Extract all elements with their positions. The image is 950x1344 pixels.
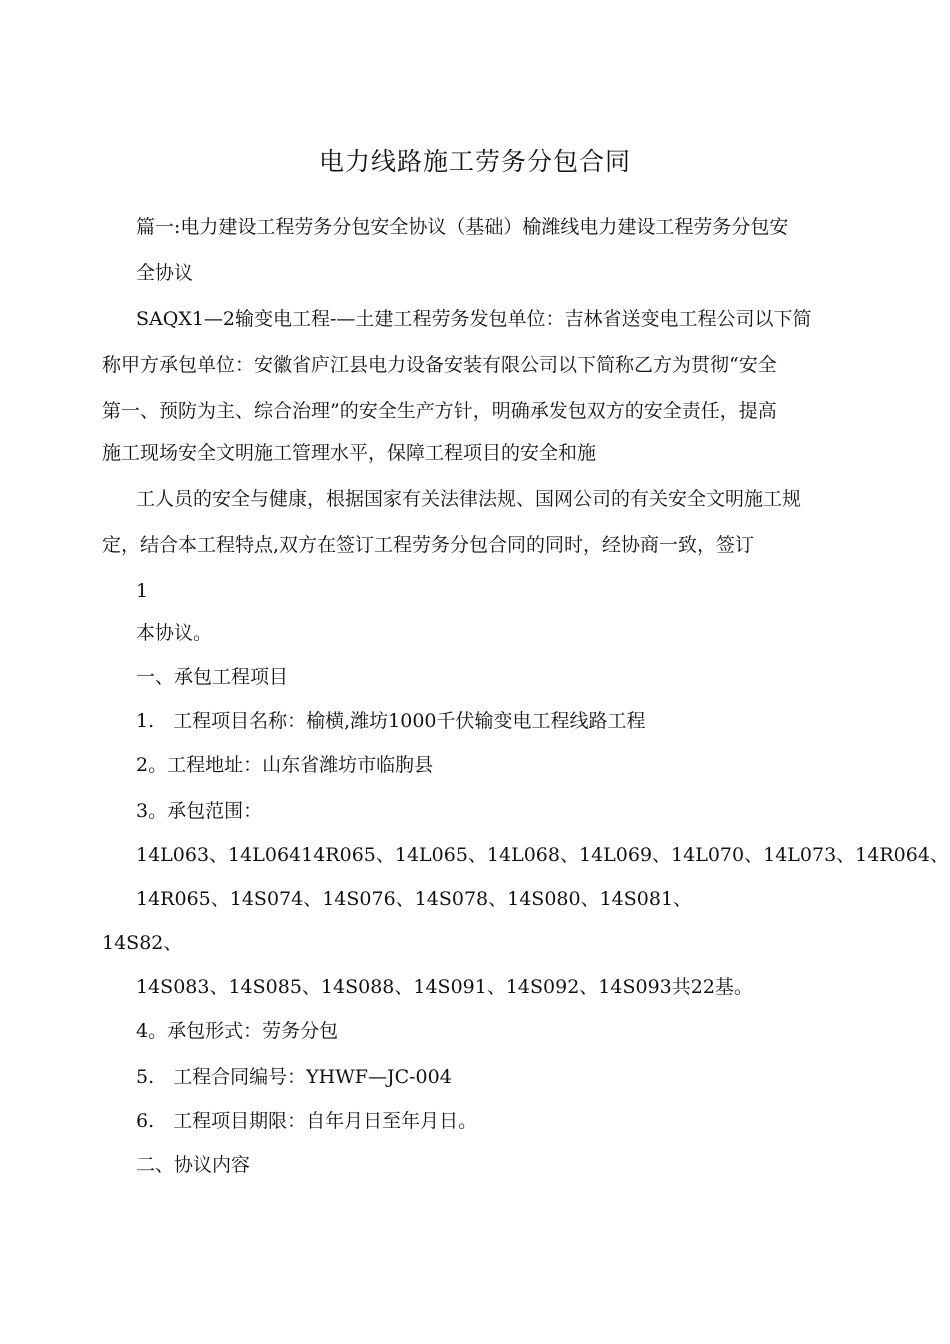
paragraph-line: 14R065、14S074、14S076、14S078、14S080、14S081、 [136, 888, 693, 910]
paragraph-line: 施工现场安全文明施工管理水平，保障工程项目的安全和施 [102, 442, 597, 464]
paragraph-line: 工人员的安全与健康，根据国家有关法律法规、国网公司的有关安全文明施工规 [136, 488, 802, 510]
document-title: 电力线路施工劳务分包合同 [318, 147, 631, 176]
list-item: 4。承包形式：劳务分包 [136, 1020, 339, 1042]
paragraph-line: 篇一:电力建设工程劳务分包安全协议（基础）榆潍线电力建设工程劳务分包安 [136, 216, 789, 238]
paragraph-line: 第一、预防为主、综合治理”的安全生产方针，明确承发包双方的安全责任，提高 [102, 400, 777, 422]
paragraph-line: 14S083、14S085、14S088、14S091、14S092、14S093共22基。 [136, 976, 753, 998]
list-item: 5. 工程合同编号：YHWF—JC-004 [136, 1066, 452, 1088]
page-number: 1 [136, 580, 149, 602]
list-item: 3。承包范围： [136, 800, 263, 822]
list-item: 1. 工程项目名称：榆横,潍坊1000千伏输变电工程线路工程 [136, 710, 646, 732]
paragraph-line: 本协议。 [136, 622, 213, 644]
list-item: 6. 工程项目期限：自年月日至年月日。 [136, 1110, 478, 1132]
paragraph-line: SAQX1—2输变电工程-—土建工程劳务发包单位：吉林省送变电工程公司以下简 [136, 308, 812, 330]
paragraph-line: 14L063、14L06414R065、14L065、14L068、14L069、14L070、14L073、14R064、 [136, 844, 949, 866]
section-heading: 二、协议内容 [136, 1154, 251, 1176]
list-item: 2。工程地址：山东省潍坊市临朐县 [136, 754, 434, 776]
paragraph-line: 全协议 [136, 262, 194, 284]
paragraph-line: 14S82、 [102, 932, 183, 954]
section-heading: 一、承包工程项目 [136, 666, 289, 688]
paragraph-line: 称甲方承包单位：安徽省庐江县电力设备安装有限公司以下简称乙方为贯彻“安全 [102, 354, 777, 376]
paragraph-line: 定，结合本工程特点,双方在签订工程劳务分包合同的同时，经协商一致，签订 [102, 534, 755, 556]
